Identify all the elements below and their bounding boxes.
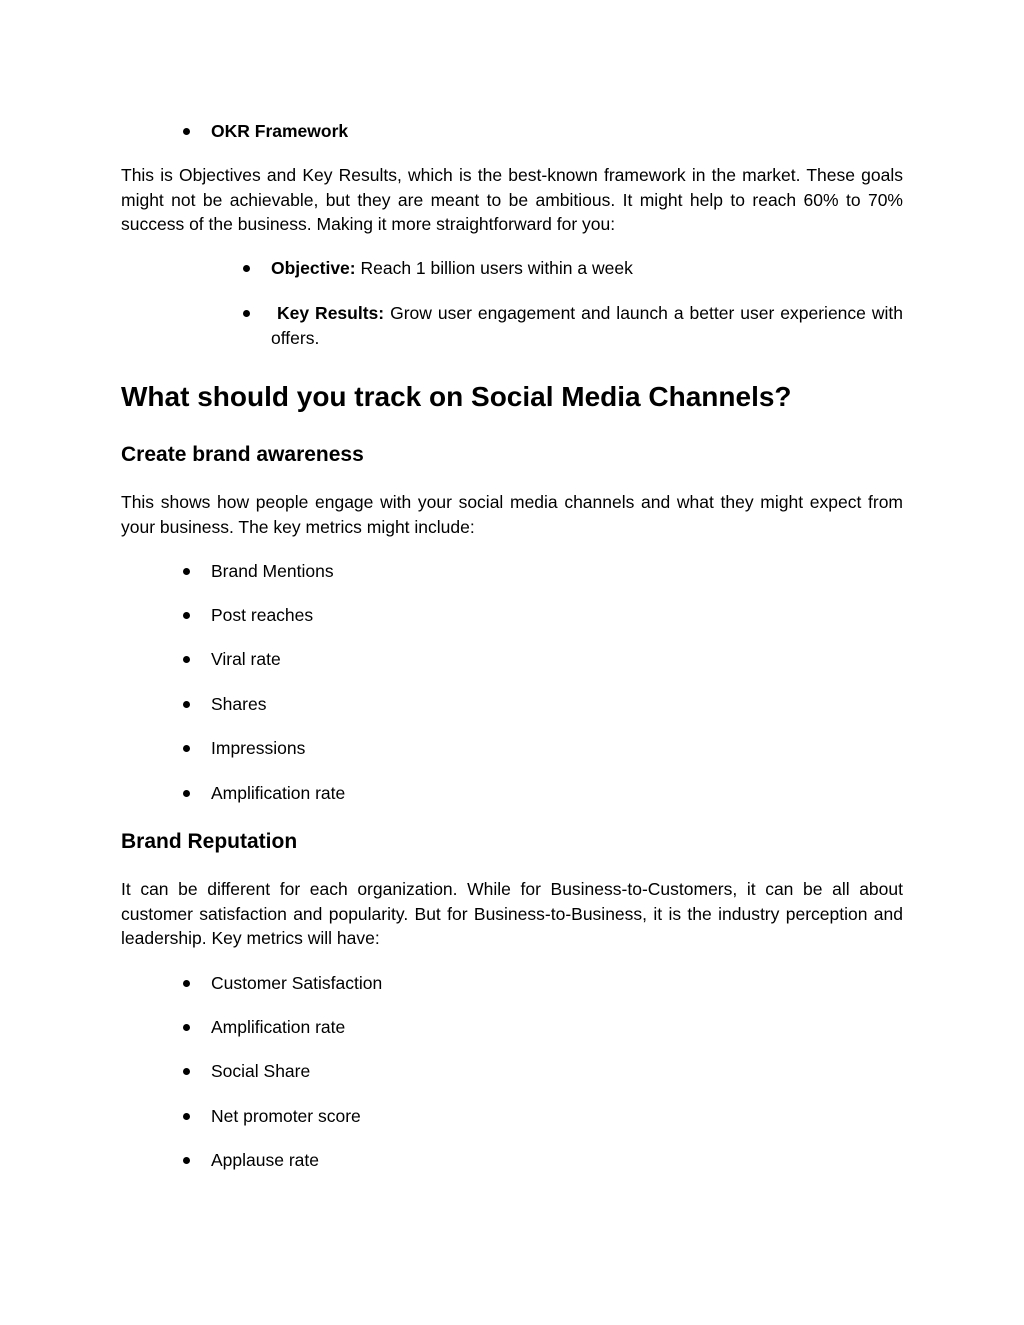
bullet-icon xyxy=(183,1068,190,1075)
bullet-icon xyxy=(183,656,190,663)
objective-text: Reach 1 billion users within a week xyxy=(355,258,633,278)
bullet-icon xyxy=(183,745,190,752)
list-item-label: Customer Satisfaction xyxy=(211,973,383,993)
bullet-icon xyxy=(183,612,190,619)
list-item-label: Viral rate xyxy=(211,649,281,669)
list-item-label: Applause rate xyxy=(211,1150,319,1170)
bullet-icon xyxy=(183,1113,190,1120)
bullet-icon xyxy=(183,128,190,135)
list-item-label: Brand Mentions xyxy=(211,561,334,581)
bullet-icon xyxy=(183,1157,190,1164)
list-item-label: Amplification rate xyxy=(211,1017,346,1037)
okr-paragraph: This is Objectives and Key Results, which is the best-known framework in the market. These goals might not be achievable, but they are meant to be ambitious. It might help to reach 60% to 70% success of the business. Making it more straightforward for you: xyxy=(121,165,903,234)
list-item-label: Amplification rate xyxy=(211,783,346,803)
list-item-label: Shares xyxy=(211,694,267,714)
list-item-label: Net promoter score xyxy=(211,1106,361,1126)
list-item-label: Social Share xyxy=(211,1061,311,1081)
bullet-icon xyxy=(183,568,190,575)
brand-reputation-paragraph: It can be different for each organization. While for Business-to-Customers, it can be all about customer satisfaction and popularity. But for Business-to-Business, it is the industry perception and leadership. Key metrics will have: xyxy=(121,879,903,948)
list-item-label: Impressions xyxy=(211,738,306,758)
okr-heading: OKR Framework xyxy=(211,121,349,141)
list-item-label: Post reaches xyxy=(211,605,314,625)
section-title: What should you track on Social Media Channels? xyxy=(121,381,792,412)
key-results-text: Grow user engagement and launch a better user experience with offers. xyxy=(271,303,903,348)
bullet-icon xyxy=(183,701,190,708)
objective-label: Objective: xyxy=(271,258,356,278)
brand-reputation-heading: Brand Reputation xyxy=(121,830,298,853)
bullet-icon xyxy=(183,790,190,797)
bullet-icon xyxy=(183,980,190,987)
brand-awareness-heading: Create brand awareness xyxy=(121,443,364,466)
bullet-icon xyxy=(243,265,250,272)
bullet-icon xyxy=(183,1024,190,1031)
objective-text-line xyxy=(271,256,633,280)
key-results-label: Key Results: xyxy=(276,303,385,323)
brand-awareness-paragraph: This shows how people engage with your social media channels and what they might expect from your business. The key metrics might include: xyxy=(121,492,903,537)
key-results-text-block xyxy=(271,301,903,350)
bullet-icon xyxy=(243,310,250,317)
